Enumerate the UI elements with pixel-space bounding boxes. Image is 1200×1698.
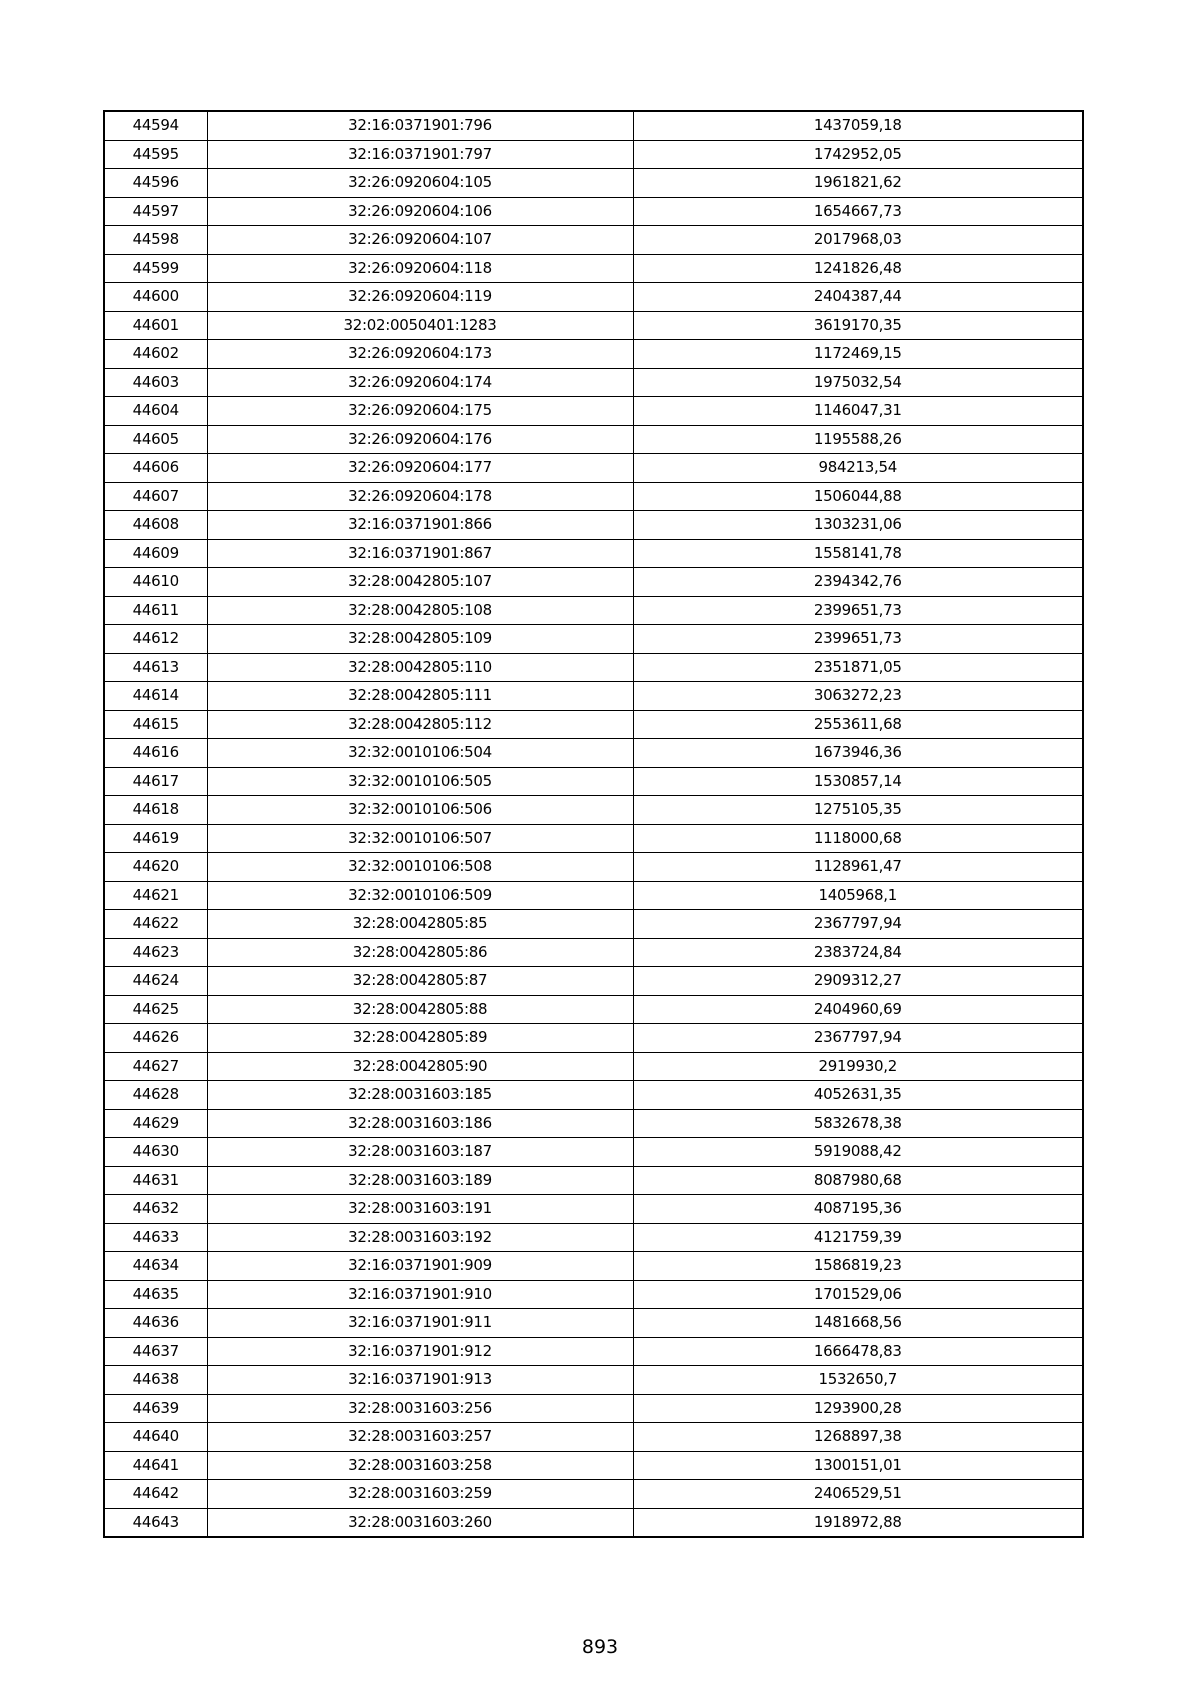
cadastral-number-cell: 32:28:0031603:191 [207,1195,633,1224]
row-number-cell: 44628 [104,1081,207,1110]
row-number-cell: 44631 [104,1166,207,1195]
row-number-cell: 44642 [104,1480,207,1509]
cadastral-value-cell: 1532650,7 [633,1366,1083,1395]
cadastral-number-cell: 32:28:0031603:260 [207,1508,633,1537]
row-number-cell: 44598 [104,226,207,255]
cadastral-value-cell: 1437059,18 [633,111,1083,140]
table-row [104,1423,1083,1452]
cadastral-number-cell: 32:26:0920604:119 [207,283,633,312]
table-row [104,1480,1083,1509]
cadastral-number-cell: 32:02:0050401:1283 [207,311,633,340]
cadastral-value-cell: 2909312,27 [633,967,1083,996]
table-row [104,1223,1083,1252]
row-number-cell: 44599 [104,254,207,283]
cadastral-value-cell: 1654667,73 [633,197,1083,226]
cadastral-number-cell: 32:16:0371901:913 [207,1366,633,1395]
table-row [104,910,1083,939]
table-row [104,881,1083,910]
table-row [104,596,1083,625]
row-number-cell: 44621 [104,881,207,910]
row-number-cell: 44605 [104,425,207,454]
cadastral-number-cell: 32:26:0920604:107 [207,226,633,255]
table-row [104,625,1083,654]
cadastral-value-cell: 1530857,14 [633,767,1083,796]
row-number-cell: 44616 [104,739,207,768]
row-number-cell: 44600 [104,283,207,312]
table-row [104,140,1083,169]
row-number-cell: 44622 [104,910,207,939]
row-number-cell: 44635 [104,1280,207,1309]
cadastral-number-cell: 32:26:0920604:177 [207,454,633,483]
cadastral-value-cell: 1405968,1 [633,881,1083,910]
cadastral-number-cell: 32:28:0042805:87 [207,967,633,996]
table-row [104,311,1083,340]
row-number-cell: 44636 [104,1309,207,1338]
row-number-cell: 44627 [104,1052,207,1081]
cadastral-number-cell: 32:28:0042805:108 [207,596,633,625]
row-number-cell: 44619 [104,824,207,853]
cadastral-value-cell: 1118000,68 [633,824,1083,853]
table-row [104,1309,1083,1338]
row-number-cell: 44601 [104,311,207,340]
table-row [104,1052,1083,1081]
table-row [104,1280,1083,1309]
row-number-cell: 44617 [104,767,207,796]
cadastral-number-cell: 32:28:0031603:185 [207,1081,633,1110]
row-number-cell: 44638 [104,1366,207,1395]
cadastral-number-cell: 32:26:0920604:174 [207,368,633,397]
cadastral-number-cell: 32:28:0042805:86 [207,938,633,967]
cadastral-value-cell: 1195588,26 [633,425,1083,454]
table-row [104,226,1083,255]
cadastral-value-cell: 5919088,42 [633,1138,1083,1167]
cadastral-number-cell: 32:28:0042805:109 [207,625,633,654]
cadastral-value-cell: 2399651,73 [633,596,1083,625]
row-number-cell: 44620 [104,853,207,882]
table-row [104,454,1083,483]
cadastral-number-cell: 32:26:0920604:178 [207,482,633,511]
table-row [104,739,1083,768]
cadastral-value-cell: 2383724,84 [633,938,1083,967]
page-number: 893 [581,1636,619,1658]
cadastral-value-cell: 2919930,2 [633,1052,1083,1081]
row-number-cell: 44613 [104,653,207,682]
cadastral-value-cell: 3619170,35 [633,311,1083,340]
cadastral-value-cell: 1506044,88 [633,482,1083,511]
cadastral-number-cell: 32:16:0371901:797 [207,140,633,169]
cadastral-number-cell: 32:16:0371901:866 [207,511,633,540]
cadastral-value-cell: 1146047,31 [633,397,1083,426]
cadastral-value-cell: 4052631,35 [633,1081,1083,1110]
cadastral-number-cell: 32:26:0920604:118 [207,254,633,283]
cadastral-value-cell: 1481668,56 [633,1309,1083,1338]
cadastral-number-cell: 32:28:0031603:259 [207,1480,633,1509]
table-row [104,1451,1083,1480]
row-number-cell: 44634 [104,1252,207,1281]
cadastral-value-cell: 1701529,06 [633,1280,1083,1309]
cadastral-value-cell: 3063272,23 [633,682,1083,711]
table-row [104,1252,1083,1281]
cadastral-number-cell: 32:32:0010106:504 [207,739,633,768]
cadastral-value-cell: 1268897,38 [633,1423,1083,1452]
table-row [104,1109,1083,1138]
cadastral-number-cell: 32:32:0010106:506 [207,796,633,825]
cadastral-value-cell: 1275105,35 [633,796,1083,825]
cadastral-value-cell: 1742952,05 [633,140,1083,169]
row-number-cell: 44603 [104,368,207,397]
cadastral-number-cell: 32:26:0920604:106 [207,197,633,226]
cadastral-value-cell: 984213,54 [633,454,1083,483]
cadastral-number-cell: 32:28:0031603:187 [207,1138,633,1167]
cadastral-value-cell: 2399651,73 [633,625,1083,654]
cadastral-value-cell: 4087195,36 [633,1195,1083,1224]
cadastral-value-cell: 1300151,01 [633,1451,1083,1480]
cadastral-value-cell: 1303231,06 [633,511,1083,540]
cadastral-number-cell: 32:28:0031603:258 [207,1451,633,1480]
cadastral-number-cell: 32:32:0010106:509 [207,881,633,910]
row-number-cell: 44609 [104,539,207,568]
cadastral-value-cell: 2351871,05 [633,653,1083,682]
table-row [104,254,1083,283]
table-row [104,653,1083,682]
row-number-cell: 44624 [104,967,207,996]
table-row [104,1366,1083,1395]
table-row [104,368,1083,397]
cadastral-value-cell: 1241826,48 [633,254,1083,283]
cadastral-number-cell: 32:28:0042805:85 [207,910,633,939]
cadastral-number-cell: 32:28:0031603:256 [207,1394,633,1423]
row-number-cell: 44623 [104,938,207,967]
table-row [104,995,1083,1024]
table-row [104,111,1083,140]
row-number-cell: 44615 [104,710,207,739]
cadastral-number-cell: 32:26:0920604:176 [207,425,633,454]
cadastral-number-cell: 32:28:0042805:112 [207,710,633,739]
cadastral-number-cell: 32:16:0371901:867 [207,539,633,568]
table-row [104,1195,1083,1224]
cadastral-value-cell: 1666478,83 [633,1337,1083,1366]
row-number-cell: 44597 [104,197,207,226]
cadastral-value-cell: 1918972,88 [633,1508,1083,1537]
cadastral-value-cell: 2367797,94 [633,910,1083,939]
cadastral-number-cell: 32:16:0371901:909 [207,1252,633,1281]
row-number-cell: 44602 [104,340,207,369]
table-row [104,511,1083,540]
row-number-cell: 44608 [104,511,207,540]
cadastral-number-cell: 32:28:0042805:89 [207,1024,633,1053]
cadastral-value-cell: 4121759,39 [633,1223,1083,1252]
cadastral-value-cell: 1961821,62 [633,169,1083,198]
row-number-cell: 44639 [104,1394,207,1423]
table-row [104,796,1083,825]
cadastral-value-cell: 1975032,54 [633,368,1083,397]
table-row [104,1138,1083,1167]
table-row [104,397,1083,426]
cadastral-number-cell: 32:32:0010106:505 [207,767,633,796]
cadastral-number-cell: 32:26:0920604:105 [207,169,633,198]
row-number-cell: 44607 [104,482,207,511]
row-number-cell: 44611 [104,596,207,625]
row-number-cell: 44610 [104,568,207,597]
cadastral-number-cell: 32:28:0042805:107 [207,568,633,597]
cadastral-value-cell: 1586819,23 [633,1252,1083,1281]
cadastral-number-cell: 32:32:0010106:507 [207,824,633,853]
cadastral-value-cell: 5832678,38 [633,1109,1083,1138]
table-row [104,1166,1083,1195]
row-number-cell: 44604 [104,397,207,426]
table-row [104,1394,1083,1423]
table-row [104,1337,1083,1366]
cadastral-value-cell: 2367797,94 [633,1024,1083,1053]
row-number-cell: 44595 [104,140,207,169]
cadastral-number-cell: 32:26:0920604:173 [207,340,633,369]
cadastral-value-cell: 2404960,69 [633,995,1083,1024]
row-number-cell: 44640 [104,1423,207,1452]
table-row [104,1508,1083,1537]
row-number-cell: 44641 [104,1451,207,1480]
table-row [104,425,1083,454]
row-number-cell: 44643 [104,1508,207,1537]
table-row [104,568,1083,597]
table-row [104,169,1083,198]
cadastral-number-cell: 32:28:0042805:111 [207,682,633,711]
cadastral-number-cell: 32:28:0031603:186 [207,1109,633,1138]
cadastral-value-cell: 1673946,36 [633,739,1083,768]
row-number-cell: 44629 [104,1109,207,1138]
row-number-cell: 44626 [104,1024,207,1053]
cadastral-number-cell: 32:16:0371901:910 [207,1280,633,1309]
cadastral-number-cell: 32:28:0031603:189 [207,1166,633,1195]
row-number-cell: 44594 [104,111,207,140]
cadastral-value-cell: 1293900,28 [633,1394,1083,1423]
cadastral-value-cell: 2553611,68 [633,710,1083,739]
table-row [104,767,1083,796]
table-row [104,967,1083,996]
cadastral-number-cell: 32:16:0371901:912 [207,1337,633,1366]
table-row [104,824,1083,853]
row-number-cell: 44637 [104,1337,207,1366]
table-row [104,682,1083,711]
cadastral-value-cell: 1128961,47 [633,853,1083,882]
cadastral-number-cell: 32:28:0042805:110 [207,653,633,682]
row-number-cell: 44630 [104,1138,207,1167]
cadastral-number-cell: 32:32:0010106:508 [207,853,633,882]
cadastral-value-cell: 2394342,76 [633,568,1083,597]
cadastral-number-cell: 32:28:0031603:192 [207,1223,633,1252]
table-row [104,539,1083,568]
cadastral-value-table [103,110,1084,1538]
cadastral-value-cell: 2017968,03 [633,226,1083,255]
table-row [104,853,1083,882]
cadastral-number-cell: 32:16:0371901:796 [207,111,633,140]
row-number-cell: 44606 [104,454,207,483]
table-row [104,340,1083,369]
row-number-cell: 44625 [104,995,207,1024]
cadastral-number-cell: 32:26:0920604:175 [207,397,633,426]
table-row [104,283,1083,312]
cadastral-value-cell: 1558141,78 [633,539,1083,568]
table-row [104,197,1083,226]
cadastral-value-cell: 8087980,68 [633,1166,1083,1195]
cadastral-value-cell: 2404387,44 [633,283,1083,312]
cadastral-value-cell: 1172469,15 [633,340,1083,369]
row-number-cell: 44596 [104,169,207,198]
cadastral-value-cell: 2406529,51 [633,1480,1083,1509]
cadastral-number-cell: 32:28:0042805:90 [207,1052,633,1081]
table-row [104,1081,1083,1110]
row-number-cell: 44618 [104,796,207,825]
table-row [104,1024,1083,1053]
cadastral-number-cell: 32:28:0042805:88 [207,995,633,1024]
table-body [104,111,1083,1537]
row-number-cell: 44633 [104,1223,207,1252]
row-number-cell: 44614 [104,682,207,711]
row-number-cell: 44632 [104,1195,207,1224]
table-row [104,938,1083,967]
cadastral-number-cell: 32:16:0371901:911 [207,1309,633,1338]
table-row [104,482,1083,511]
row-number-cell: 44612 [104,625,207,654]
cadastral-number-cell: 32:28:0031603:257 [207,1423,633,1452]
table-row [104,710,1083,739]
